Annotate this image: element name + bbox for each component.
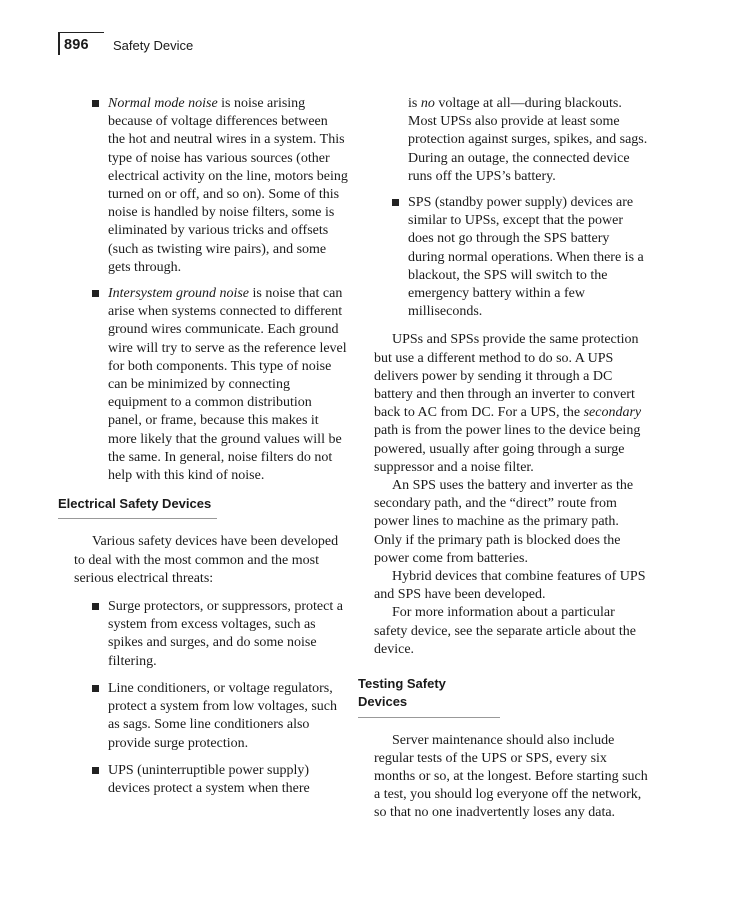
right-column	[358, 95, 648, 823]
bullet-square-icon	[392, 199, 399, 206]
bullet-square-icon	[92, 603, 99, 610]
bullet-intersystem-text: is noise that can arise when systems connected to different ground wires communicate. Each ground wire will try to serve as the reference level for both components. This type of noise can be minimized by connecting equipment to a common distribution panel, or frame, because this makes it more likely that the ground values will be the same. In general, noise filters do not help with this kind of noise.	[108, 286, 347, 484]
bullet-ups-text: UPS (uninterruptible power supply) devices protect a system when there	[108, 762, 310, 796]
para-ups-sps	[358, 331, 648, 477]
term-intersystem-ground-noise: Intersystem ground noise	[108, 286, 250, 302]
left-column	[58, 95, 348, 806]
heading-electrical-safety-devices: Electrical Safety Devices	[58, 495, 217, 519]
para-testing: Server maintenance should also include regular tests of the UPS or SPS, every six months or so, at the longest. Before starting such a test, you should log everyone off the network, so that no one inadvertently loses any data.	[374, 732, 648, 821]
page-number: 896	[64, 37, 89, 53]
bullet-surge-text: Surge protectors, or suppressors, protect a system from excess voltages, such as spikes and surges, and do some noise filtering.	[108, 599, 343, 669]
bullet-normal-text: is noise arising because of voltage differences between the hot and neutral wires in a system. This type of noise has various sources (other electrical activity on the line, motors being turned on or off, and so on). Some of this noise is handled by noise filters, some is eliminated by various tricks and offsets (such as twisting wire pairs), and some gets through.	[108, 96, 348, 275]
heading-testing-safety-devices: Testing Safety Devices	[358, 675, 500, 717]
bullet-square-icon	[92, 767, 99, 774]
bullet-intersystem-ground-noise	[58, 285, 348, 485]
ups-cont-emphasis: no	[420, 96, 435, 111]
bullet-ups-continued	[358, 95, 648, 186]
bullet-normal-mode-noise	[58, 95, 348, 277]
bullet-surge-protectors	[58, 598, 348, 671]
bullet-sps-text: SPS (standby power supply) devices are similar to UPSs, except that the power does not go through the SPS battery during normal operations. When there is a blackout, the SPS will switch to the emergency battery within a few milliseconds.	[408, 195, 644, 320]
bullet-sps	[358, 194, 648, 321]
para-more-info: For more information about a particular safety device, see the separate article about the device.	[374, 605, 636, 657]
bullet-square-icon	[92, 685, 99, 692]
ups-cont-a: is	[408, 96, 421, 111]
para-ups-sps-a: UPSs and SPSs provide the same protection but use a different method to do so. A UPS delivers power by sending it through a DC battery and then through an inverter to convert back to AC from DC. For a UPS, the	[374, 332, 639, 421]
running-title: Safety Device	[113, 38, 194, 53]
para-ups-sps-emphasis: secondary	[583, 405, 642, 421]
term-normal-mode-noise: Normal mode noise	[108, 96, 218, 111]
ups-cont-b: voltage at all—during blackouts. Most UPSs also provide at least some protection against surges, spikes, and sags. During an outage, the connected device runs off the UPS’s battery.	[408, 96, 648, 184]
bullet-line-conditioners	[58, 680, 348, 753]
para-hybrid: Hybrid devices that combine features of UPS and SPS have been developed.	[374, 569, 646, 603]
bullet-line-text: Line conditioners, or voltage regulators, protect a system from low voltages, such as sags. Some line conditioners also provide surge protection.	[108, 680, 338, 751]
bullet-square-icon	[92, 100, 99, 107]
para-sps-path: An SPS uses the battery and inverter as the secondary path, and the “direct” route from power lines to machine as the primary path. Only if the primary path is blocked does the power come from batteries.	[374, 478, 634, 566]
bullet-ups	[58, 762, 348, 798]
bullet-square-icon	[92, 290, 99, 297]
para-ups-sps-b: path is from the power lines to the device being powered, usually after going through a surge suppressor and a noise filter.	[374, 423, 641, 475]
para-various-devices: Various safety devices have been developed to deal with the most common and the most serious electrical threats:	[74, 534, 339, 586]
